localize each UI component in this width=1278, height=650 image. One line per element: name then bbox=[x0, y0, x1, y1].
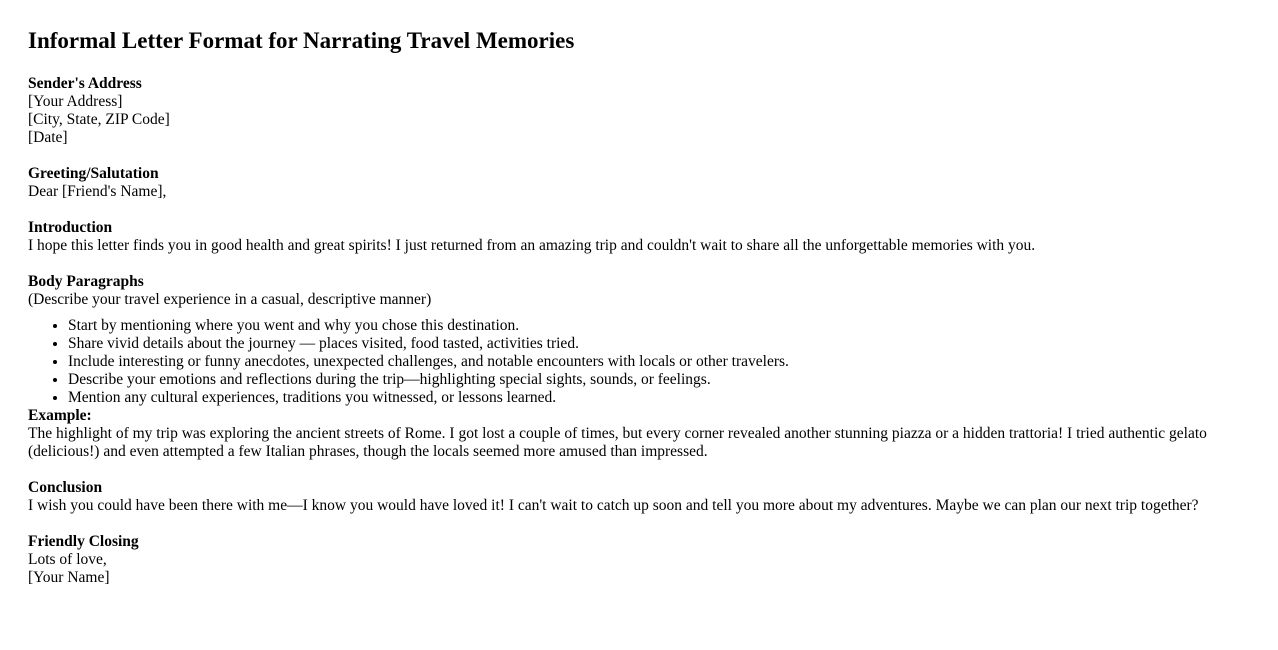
list-item: • Describe your emotions and reflections during the trip—highlighting special sights, sounds, or feelings. bbox=[68, 371, 1253, 389]
body-label: Body Paragraphs bbox=[28, 273, 144, 290]
example-section bbox=[28, 407, 1253, 461]
closing-section bbox=[28, 533, 1253, 587]
sender-address-section bbox=[28, 75, 1253, 147]
closing-label: Friendly Closing bbox=[28, 533, 139, 550]
conclusion-label: Conclusion bbox=[28, 479, 103, 496]
sender-date-line: [Date] bbox=[28, 129, 68, 146]
introduction-label: Introduction bbox=[28, 219, 113, 236]
greeting-label: Greeting/Salutation bbox=[28, 165, 159, 182]
body-note: (Describe your travel experience in a casual, descriptive manner) bbox=[28, 291, 432, 308]
body-bullet-list bbox=[28, 317, 1253, 407]
example-text: The highlight of my trip was exploring the ancient streets of Rome. I got lost a couple of times, but every corner revealed another stunning piazza or a hidden trattoria! I tried authentic gelato (delicious!) and even attempted a few Italian phrases, though the locals seemed more amused than impressed. bbox=[28, 425, 1207, 460]
closing-line: Lots of love, bbox=[28, 551, 107, 568]
letter-content bbox=[28, 75, 1253, 605]
greeting-text: Dear [Friend's Name], bbox=[28, 183, 167, 200]
conclusion-section bbox=[28, 479, 1253, 515]
sender-address-label: Sender's Address bbox=[28, 75, 142, 92]
greeting-section bbox=[28, 165, 1253, 201]
conclusion-text: I wish you could have been there with me—I know you would have loved it! I can't wait to catch up soon and tell you more about my adventures. Maybe we can plan our next trip together? bbox=[28, 497, 1199, 514]
example-label: Example: bbox=[28, 407, 92, 424]
body-section bbox=[28, 273, 1253, 309]
list-item: • Mention any cultural experiences, traditions you witnessed, or lessons learned. bbox=[68, 389, 1253, 407]
signature-line: [Your Name] bbox=[28, 569, 110, 586]
sender-address-line: [Your Address] bbox=[28, 93, 123, 110]
introduction-section bbox=[28, 219, 1253, 255]
sender-city-line: [City, State, ZIP Code] bbox=[28, 111, 170, 128]
page-title: Informal Letter Format for Narrating Travel Memories bbox=[28, 28, 575, 53]
list-item: • Share vivid details about the journey — places visited, food tasted, activities tried. bbox=[68, 335, 1253, 353]
list-item: • Include interesting or funny anecdotes, unexpected challenges, and notable encounters with locals or other travelers. bbox=[68, 353, 1253, 371]
list-item: • Start by mentioning where you went and why you chose this destination. bbox=[68, 317, 1253, 335]
introduction-text: I hope this letter finds you in good health and great spirits! I just returned from an amazing trip and couldn't wait to share all the unforgettable memories with you. bbox=[28, 237, 1036, 254]
